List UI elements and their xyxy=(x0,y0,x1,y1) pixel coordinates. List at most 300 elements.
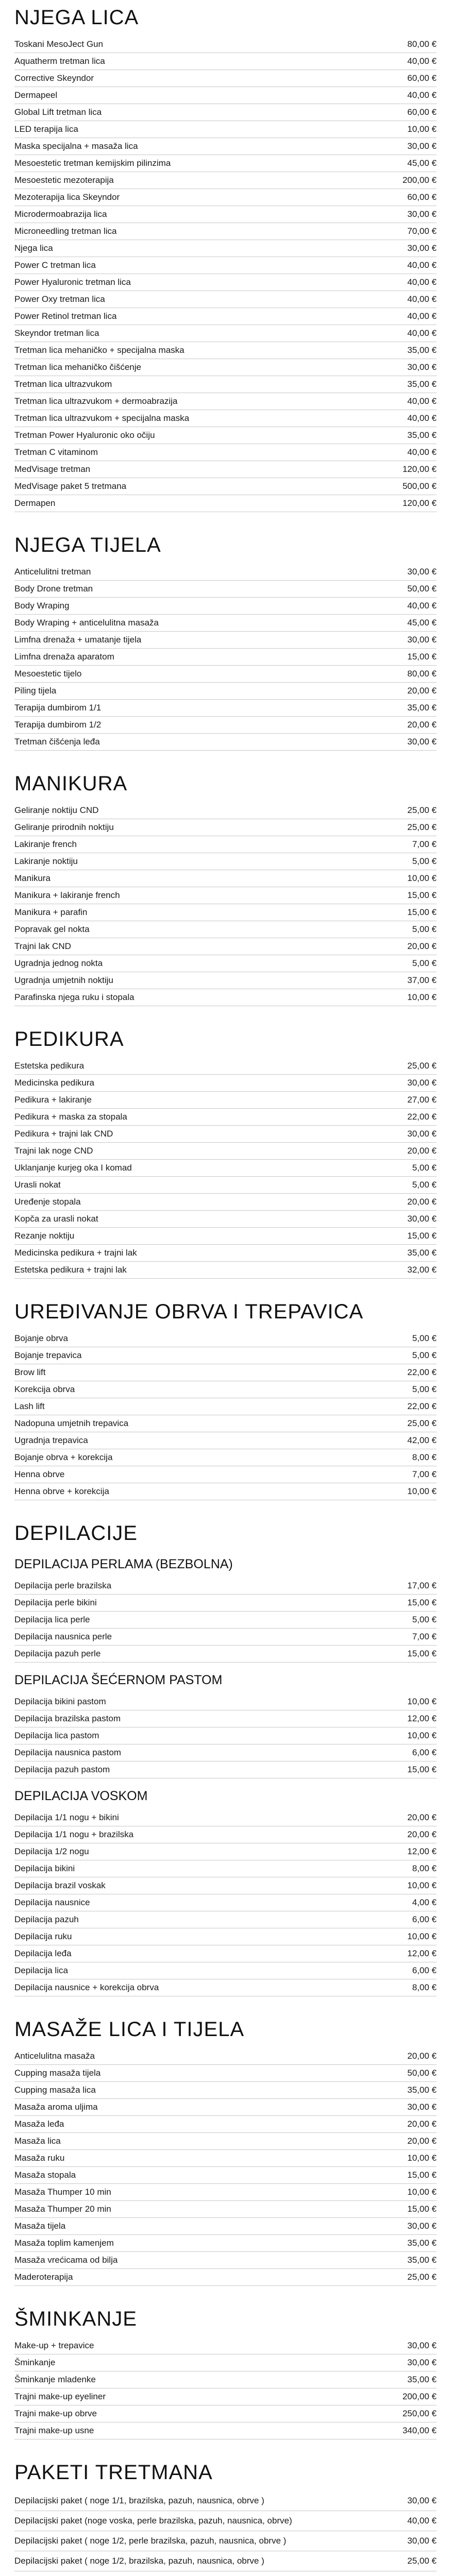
service-price: 60,00 € xyxy=(407,107,437,117)
service-name: Kopča za urasli nokat xyxy=(14,1214,98,1224)
service-name: Manikura + lakiranje french xyxy=(14,890,120,900)
service-name: Limfna drenaža aparatom xyxy=(14,652,114,662)
price-row xyxy=(14,870,437,887)
service-name: Popravak gel nokta xyxy=(14,924,90,934)
service-price: 40,00 € xyxy=(407,447,437,457)
service-name: Trajni lak noge CND xyxy=(14,1146,93,1156)
price-row xyxy=(14,615,437,632)
service-name: Pedikura + lakiranje xyxy=(14,1095,92,1105)
service-price: 25,00 € xyxy=(407,1418,437,1428)
service-name: Depilacija nausnica perle xyxy=(14,1632,112,1641)
service-name: Corrective Skeyndor xyxy=(14,73,94,83)
price-row xyxy=(14,1928,437,1945)
service-price: 15,00 € xyxy=(407,652,437,662)
service-name: Body Wraping xyxy=(14,601,70,611)
service-price: 40,00 € xyxy=(407,56,437,66)
price-row xyxy=(14,1364,437,1381)
price-list xyxy=(0,564,451,751)
service-name: Trajni lak CND xyxy=(14,941,71,951)
service-name: Medicinska pedikura xyxy=(14,1078,94,1088)
price-row xyxy=(14,1612,437,1629)
service-name: Depilacija lica pastom xyxy=(14,1731,99,1740)
section-obrve-trepavice xyxy=(0,1294,451,1500)
price-row xyxy=(14,2337,437,2354)
price-row xyxy=(14,1466,437,1483)
price-row xyxy=(14,819,437,836)
service-name: Tretman C vitaminom xyxy=(14,447,98,457)
service-name: Masaža Thumper 20 min xyxy=(14,2204,111,2214)
service-price: 5,00 € xyxy=(412,1384,437,1394)
price-row xyxy=(14,564,437,581)
price-row xyxy=(14,2150,437,2167)
price-row xyxy=(14,955,437,972)
price-row xyxy=(14,1330,437,1347)
service-price: 30,00 € xyxy=(407,567,437,577)
service-price: 30,00 € xyxy=(407,2358,437,2367)
service-name: Depilacija 1/1 nogu + bikini xyxy=(14,1812,119,1822)
price-row xyxy=(14,2354,437,2371)
price-row xyxy=(14,632,437,649)
service-name: Maderoterapija xyxy=(14,2272,73,2282)
service-name: Manikura xyxy=(14,873,51,883)
service-name: Depilacijski paket (noge voska, perle brazilska, pazuh, nausnica, obrve) xyxy=(14,2516,292,2526)
service-price: 8,00 € xyxy=(412,1863,437,1873)
service-name: Dermapen xyxy=(14,498,56,508)
service-name: Šminkanje mladenke xyxy=(14,2375,96,2384)
service-price: 30,00 € xyxy=(407,141,437,151)
service-name: Rezanje noktiju xyxy=(14,1231,75,1241)
service-price: 42,00 € xyxy=(407,1435,437,1445)
service-name: Depilacija brazil voskak xyxy=(14,1880,106,1890)
service-price: 40,00 € xyxy=(407,294,437,304)
service-price: 5,00 € xyxy=(412,1350,437,1360)
service-price: 8,00 € xyxy=(412,1982,437,1992)
service-price: 4,00 € xyxy=(412,1897,437,1907)
service-name: Masaža lica xyxy=(14,2136,61,2146)
subsection-title: DEPILACIJA PERLAMA (BEZBOLNA) xyxy=(14,1557,233,1571)
price-row xyxy=(14,853,437,870)
subsection-title: DEPILACIJA VOSKOM xyxy=(14,1789,148,1803)
service-name: Aquatherm tretman lica xyxy=(14,56,105,66)
price-row xyxy=(14,1578,437,1595)
service-price: 15,00 € xyxy=(407,1765,437,1774)
service-name: Power Oxy tretman lica xyxy=(14,294,105,304)
service-price: 30,00 € xyxy=(407,737,437,747)
service-price: 120,00 € xyxy=(402,498,437,508)
price-row xyxy=(14,1911,437,1928)
service-name: Pedikura + maska za stopala xyxy=(14,1112,127,1122)
price-row xyxy=(14,1761,437,1778)
service-price: 30,00 € xyxy=(407,1078,437,1088)
service-name: Manikura + parafin xyxy=(14,907,88,917)
price-row xyxy=(14,461,437,478)
price-row xyxy=(14,581,437,598)
service-name: Njega lica xyxy=(14,243,53,253)
price-row xyxy=(14,70,437,87)
price-row xyxy=(14,1160,437,1177)
service-name: Uklanjanje kurjeg oka I komad xyxy=(14,1163,132,1173)
service-name: Make-up + trepavice xyxy=(14,2341,94,2350)
service-price: 35,00 € xyxy=(407,2238,437,2248)
service-price: 20,00 € xyxy=(407,1197,437,1207)
section-manikura xyxy=(0,766,451,1006)
service-price: 27,00 € xyxy=(407,1095,437,1105)
service-name: Bojanje trepavica xyxy=(14,1350,82,1360)
price-row xyxy=(14,1979,437,1996)
section-title: NJEGA LICA xyxy=(14,6,139,29)
service-price: 8,00 € xyxy=(412,1452,437,1462)
service-name: Mesoestetic tretman kemijskim pilinzima xyxy=(14,158,171,168)
service-price: 35,00 € xyxy=(407,379,437,389)
service-price: 5,00 € xyxy=(412,1180,437,1190)
price-row xyxy=(14,359,437,376)
price-row xyxy=(14,2099,437,2116)
service-name: Masaža toplim kamenjem xyxy=(14,2238,114,2248)
service-price: 45,00 € xyxy=(407,618,437,628)
price-row xyxy=(14,1727,437,1744)
service-price: 22,00 € xyxy=(407,1112,437,1122)
price-row xyxy=(14,989,437,1006)
price-row xyxy=(14,1092,437,1109)
service-name: Masaža Thumper 10 min xyxy=(14,2187,111,2197)
service-price: 25,00 € xyxy=(407,2272,437,2282)
service-price: 20,00 € xyxy=(407,2136,437,2146)
service-name: Bojanje obrva xyxy=(14,1333,68,1343)
service-price: 30,00 € xyxy=(407,2496,437,2505)
service-price: 50,00 € xyxy=(407,2068,437,2078)
service-name: Medicinska pedikura + trajni lak xyxy=(14,1248,137,1258)
price-list xyxy=(0,2337,451,2439)
service-price: 6,00 € xyxy=(412,1914,437,1924)
service-price: 30,00 € xyxy=(407,1214,437,1224)
service-name: Body Wraping + anticelulitna masaža xyxy=(14,618,159,628)
service-price: 15,00 € xyxy=(407,1598,437,1607)
service-price: 37,00 € xyxy=(407,975,437,985)
price-row xyxy=(14,2571,437,2576)
price-row xyxy=(14,2218,437,2235)
service-name: Tretman lica ultrazvukom xyxy=(14,379,112,389)
service-name: Depilacija nausnice + korekcija obrva xyxy=(14,1982,159,1992)
service-name: Trajni make-up usne xyxy=(14,2426,94,2435)
service-price: 30,00 € xyxy=(407,2102,437,2112)
service-name: Ugradnja umjetnih noktiju xyxy=(14,975,113,985)
price-row xyxy=(14,410,437,427)
service-price: 30,00 € xyxy=(407,1129,437,1139)
service-name: Terapija dumbirom 1/1 xyxy=(14,703,102,713)
service-name: Tretman lica mehaničko + specijalna maska xyxy=(14,345,185,355)
service-name: Brow lift xyxy=(14,1367,46,1377)
price-row xyxy=(14,1843,437,1860)
service-price: 25,00 € xyxy=(407,2556,437,2566)
service-price: 40,00 € xyxy=(407,601,437,611)
price-row xyxy=(14,2184,437,2201)
price-row xyxy=(14,1228,437,1245)
service-price: 45,00 € xyxy=(407,158,437,168)
price-row xyxy=(14,223,437,240)
service-name: Depilacija nausnica pastom xyxy=(14,1748,121,1757)
price-row xyxy=(14,1962,437,1979)
section-title: PAKETI TRETMANA xyxy=(14,2461,213,2484)
service-price: 10,00 € xyxy=(407,992,437,1002)
service-name: Trajni make-up obrve xyxy=(14,2409,97,2418)
service-price: 30,00 € xyxy=(407,2221,437,2231)
price-row xyxy=(14,2252,437,2269)
service-price: 40,00 € xyxy=(407,311,437,321)
price-row xyxy=(14,2422,437,2439)
service-name: Depilacija pazuh pastom xyxy=(14,1765,110,1774)
service-price: 6,00 € xyxy=(412,1748,437,1757)
service-price: 25,00 € xyxy=(407,822,437,832)
price-row xyxy=(14,683,437,700)
service-name: Trajni make-up eyeliner xyxy=(14,2392,106,2401)
section-paketi xyxy=(0,2455,451,2576)
service-name: Depilacija bikini pastom xyxy=(14,1697,106,1706)
service-name: Cupping masaža tijela xyxy=(14,2068,101,2078)
service-price: 35,00 € xyxy=(407,2255,437,2265)
service-price: 5,00 € xyxy=(412,924,437,934)
price-row xyxy=(14,2405,437,2422)
price-list xyxy=(0,1809,451,1996)
section-pedikura xyxy=(0,1022,451,1279)
price-row xyxy=(14,2133,437,2150)
service-price: 5,00 € xyxy=(412,958,437,968)
service-price: 30,00 € xyxy=(407,243,437,253)
service-price: 40,00 € xyxy=(407,413,437,423)
service-name: Mesoestetic tijelo xyxy=(14,669,82,679)
service-price: 35,00 € xyxy=(407,2375,437,2384)
service-name: Tretman lica ultrazvukom + specijalna maska xyxy=(14,413,190,423)
service-name: Depilacija ruku xyxy=(14,1931,72,1941)
service-price: 10,00 € xyxy=(407,1486,437,1496)
service-name: Body Drone tretman xyxy=(14,584,93,594)
service-name: Depilacijski paket ( noge 1/2, brazilska, pazuh, nausnica, obrve ) xyxy=(14,2556,264,2566)
price-row xyxy=(14,1262,437,1279)
price-row xyxy=(14,2235,437,2252)
price-row xyxy=(14,1075,437,1092)
service-name: Depilacijski paket ( noge 1/1, brazilska, pazuh, nausnica, obrve ) xyxy=(14,2496,264,2505)
service-name: Korekcija obrva xyxy=(14,1384,75,1394)
price-row xyxy=(14,598,437,615)
price-row xyxy=(14,2167,437,2184)
price-row xyxy=(14,1646,437,1663)
service-price: 15,00 € xyxy=(407,890,437,900)
service-price: 5,00 € xyxy=(412,1163,437,1173)
service-name: Piling tijela xyxy=(14,686,57,696)
service-price: 15,00 € xyxy=(407,2170,437,2180)
price-row xyxy=(14,1945,437,1962)
service-name: Global Lift tretman lica xyxy=(14,107,102,117)
service-name: Dermapeel xyxy=(14,90,58,100)
service-name: Terapija dumbirom 1/2 xyxy=(14,720,102,730)
price-row xyxy=(14,717,437,734)
price-row xyxy=(14,1744,437,1761)
service-name: Tretman čišćenja leđa xyxy=(14,737,100,747)
service-name: Maska specijalna + masaža lica xyxy=(14,141,138,151)
price-row xyxy=(14,1347,437,1364)
service-name: Henna obrve + korekcija xyxy=(14,1486,109,1496)
price-list xyxy=(0,1058,451,1279)
service-name: Lash lift xyxy=(14,1401,45,1411)
price-row xyxy=(14,495,437,512)
service-price: 340,00 € xyxy=(402,2426,437,2435)
service-price: 20,00 € xyxy=(407,1812,437,1822)
service-name: Masaža vrećicama od bilja xyxy=(14,2255,118,2265)
price-row xyxy=(14,240,437,257)
section-title: UREĐIVANJE OBRVA I TREPAVICA xyxy=(14,1300,364,1323)
service-price: 35,00 € xyxy=(407,430,437,440)
price-list xyxy=(0,2491,451,2576)
price-row xyxy=(14,1860,437,1877)
price-row xyxy=(14,1483,437,1500)
price-row xyxy=(14,1693,437,1710)
service-name: Depilacija perle bikini xyxy=(14,1598,97,1607)
section-title: DEPILACIJE xyxy=(14,1522,138,1545)
service-name: Nadopuna umjetnih trepavica xyxy=(14,1418,129,1428)
price-row xyxy=(14,972,437,989)
price-row xyxy=(14,802,437,819)
service-price: 5,00 € xyxy=(412,1615,437,1624)
service-name: Depilacija 1/2 nogu xyxy=(14,1846,89,1856)
service-name: Henna obrve xyxy=(14,1469,65,1479)
price-row xyxy=(14,325,437,342)
service-price: 80,00 € xyxy=(407,39,437,49)
service-name: Šminkanje xyxy=(14,2358,56,2367)
service-price: 40,00 € xyxy=(407,2516,437,2526)
service-name: Lakiranje french xyxy=(14,839,77,849)
price-row xyxy=(14,2388,437,2405)
service-name: Parafinska njega ruku i stopala xyxy=(14,992,135,1002)
service-price: 12,00 € xyxy=(407,1846,437,1856)
price-row xyxy=(14,666,437,683)
service-name: Depilacija brazilska pastom xyxy=(14,1714,121,1723)
service-name: Bojanje obrva + korekcija xyxy=(14,1452,113,1462)
service-name: Power Retinol tretman lica xyxy=(14,311,117,321)
service-name: Skeyndor tretman lica xyxy=(14,328,99,338)
price-list xyxy=(0,1330,451,1500)
service-name: Masaža aroma uljima xyxy=(14,2102,98,2112)
service-name: MedVisage paket 5 tretmana xyxy=(14,481,127,491)
service-price: 80,00 € xyxy=(407,669,437,679)
service-price: 40,00 € xyxy=(407,90,437,100)
price-row xyxy=(14,291,437,308)
price-row xyxy=(14,274,437,291)
service-price: 22,00 € xyxy=(407,1401,437,1411)
price-row xyxy=(14,478,437,495)
price-row xyxy=(14,257,437,274)
service-price: 20,00 € xyxy=(407,941,437,951)
service-price: 10,00 € xyxy=(407,1731,437,1740)
service-name: Limfna drenaža + umatanje tijela xyxy=(14,635,142,645)
service-name: Microdermoabrazija lica xyxy=(14,209,107,219)
service-price: 10,00 € xyxy=(407,1931,437,1941)
price-row xyxy=(14,427,437,444)
service-name: Power Hyaluronic tretman lica xyxy=(14,277,131,287)
service-name: Masaža stopala xyxy=(14,2170,76,2180)
price-row xyxy=(14,393,437,410)
service-name: Depilacija lica xyxy=(14,1965,68,1975)
service-price: 32,00 € xyxy=(407,1265,437,1275)
price-row xyxy=(14,1595,437,1612)
price-row xyxy=(14,904,437,921)
price-row xyxy=(14,2065,437,2082)
price-row xyxy=(14,308,437,325)
price-row xyxy=(14,87,437,104)
section-title: MASAŽE LICA I TIJELA xyxy=(14,2018,245,2041)
service-price: 12,00 € xyxy=(407,1948,437,1958)
section-sminkanje xyxy=(0,2301,451,2439)
service-price: 7,00 € xyxy=(412,1469,437,1479)
service-name: Tretman lica mehaničko čišćenje xyxy=(14,362,141,372)
price-row xyxy=(14,1211,437,1228)
service-price: 60,00 € xyxy=(407,192,437,202)
service-name: Depilacija 1/1 nogu + brazilska xyxy=(14,1829,134,1839)
section-depilacije xyxy=(0,1516,451,1996)
price-list xyxy=(0,1578,451,1663)
price-row xyxy=(14,1415,437,1432)
price-row xyxy=(14,1058,437,1075)
service-price: 10,00 € xyxy=(407,124,437,134)
service-name: Depilacija nausnice xyxy=(14,1897,90,1907)
service-price: 35,00 € xyxy=(407,345,437,355)
price-row xyxy=(14,1809,437,1826)
service-price: 22,00 € xyxy=(407,1367,437,1377)
service-price: 200,00 € xyxy=(402,2392,437,2401)
service-name: Depilacijski paket ( noge 1/2, perle brazilska, pazuh, nausnica, obrve ) xyxy=(14,2536,287,2546)
price-row xyxy=(14,921,437,938)
service-name: Cupping masaža lica xyxy=(14,2085,96,2095)
price-row xyxy=(14,1398,437,1415)
service-name: Pedikura + trajni lak CND xyxy=(14,1129,113,1139)
service-name: Urasli nokat xyxy=(14,1180,61,1190)
price-row xyxy=(14,2048,437,2065)
service-price: 35,00 € xyxy=(407,2085,437,2095)
service-price: 30,00 € xyxy=(407,635,437,645)
section-title: NJEGA TIJELA xyxy=(14,534,161,556)
price-row xyxy=(14,649,437,666)
service-name: Geliranje prirodnih noktiju xyxy=(14,822,114,832)
price-list xyxy=(0,2048,451,2286)
service-price: 30,00 € xyxy=(407,209,437,219)
service-name: Depilacija perle brazilska xyxy=(14,1581,112,1590)
service-name: Mezoterapija lica Skeyndor xyxy=(14,192,120,202)
service-name: Uređenje stopala xyxy=(14,1197,81,1207)
price-row xyxy=(14,2201,437,2218)
service-price: 10,00 € xyxy=(407,873,437,883)
section-title: PEDIKURA xyxy=(14,1028,124,1050)
service-name: LED terapija lica xyxy=(14,124,78,134)
service-name: Depilacija bikini xyxy=(14,1863,75,1873)
service-price: 20,00 € xyxy=(407,686,437,696)
service-price: 10,00 € xyxy=(407,2153,437,2163)
price-row xyxy=(14,121,437,138)
price-row xyxy=(14,444,437,461)
section-njega-tijela xyxy=(0,528,451,751)
price-row xyxy=(14,2531,437,2551)
service-price: 7,00 € xyxy=(412,839,437,849)
service-price: 20,00 € xyxy=(407,2119,437,2129)
price-row xyxy=(14,172,437,189)
price-row xyxy=(14,376,437,393)
price-row xyxy=(14,155,437,172)
service-name: Depilacija leđa xyxy=(14,1948,72,1958)
service-price: 25,00 € xyxy=(407,1061,437,1071)
service-name: Ugradnja trepavica xyxy=(14,1435,88,1445)
price-row xyxy=(14,2116,437,2133)
price-row xyxy=(14,938,437,955)
service-price: 6,00 € xyxy=(412,1965,437,1975)
service-price: 200,00 € xyxy=(402,175,437,185)
service-name: Anticelulitni tretman xyxy=(14,567,91,577)
